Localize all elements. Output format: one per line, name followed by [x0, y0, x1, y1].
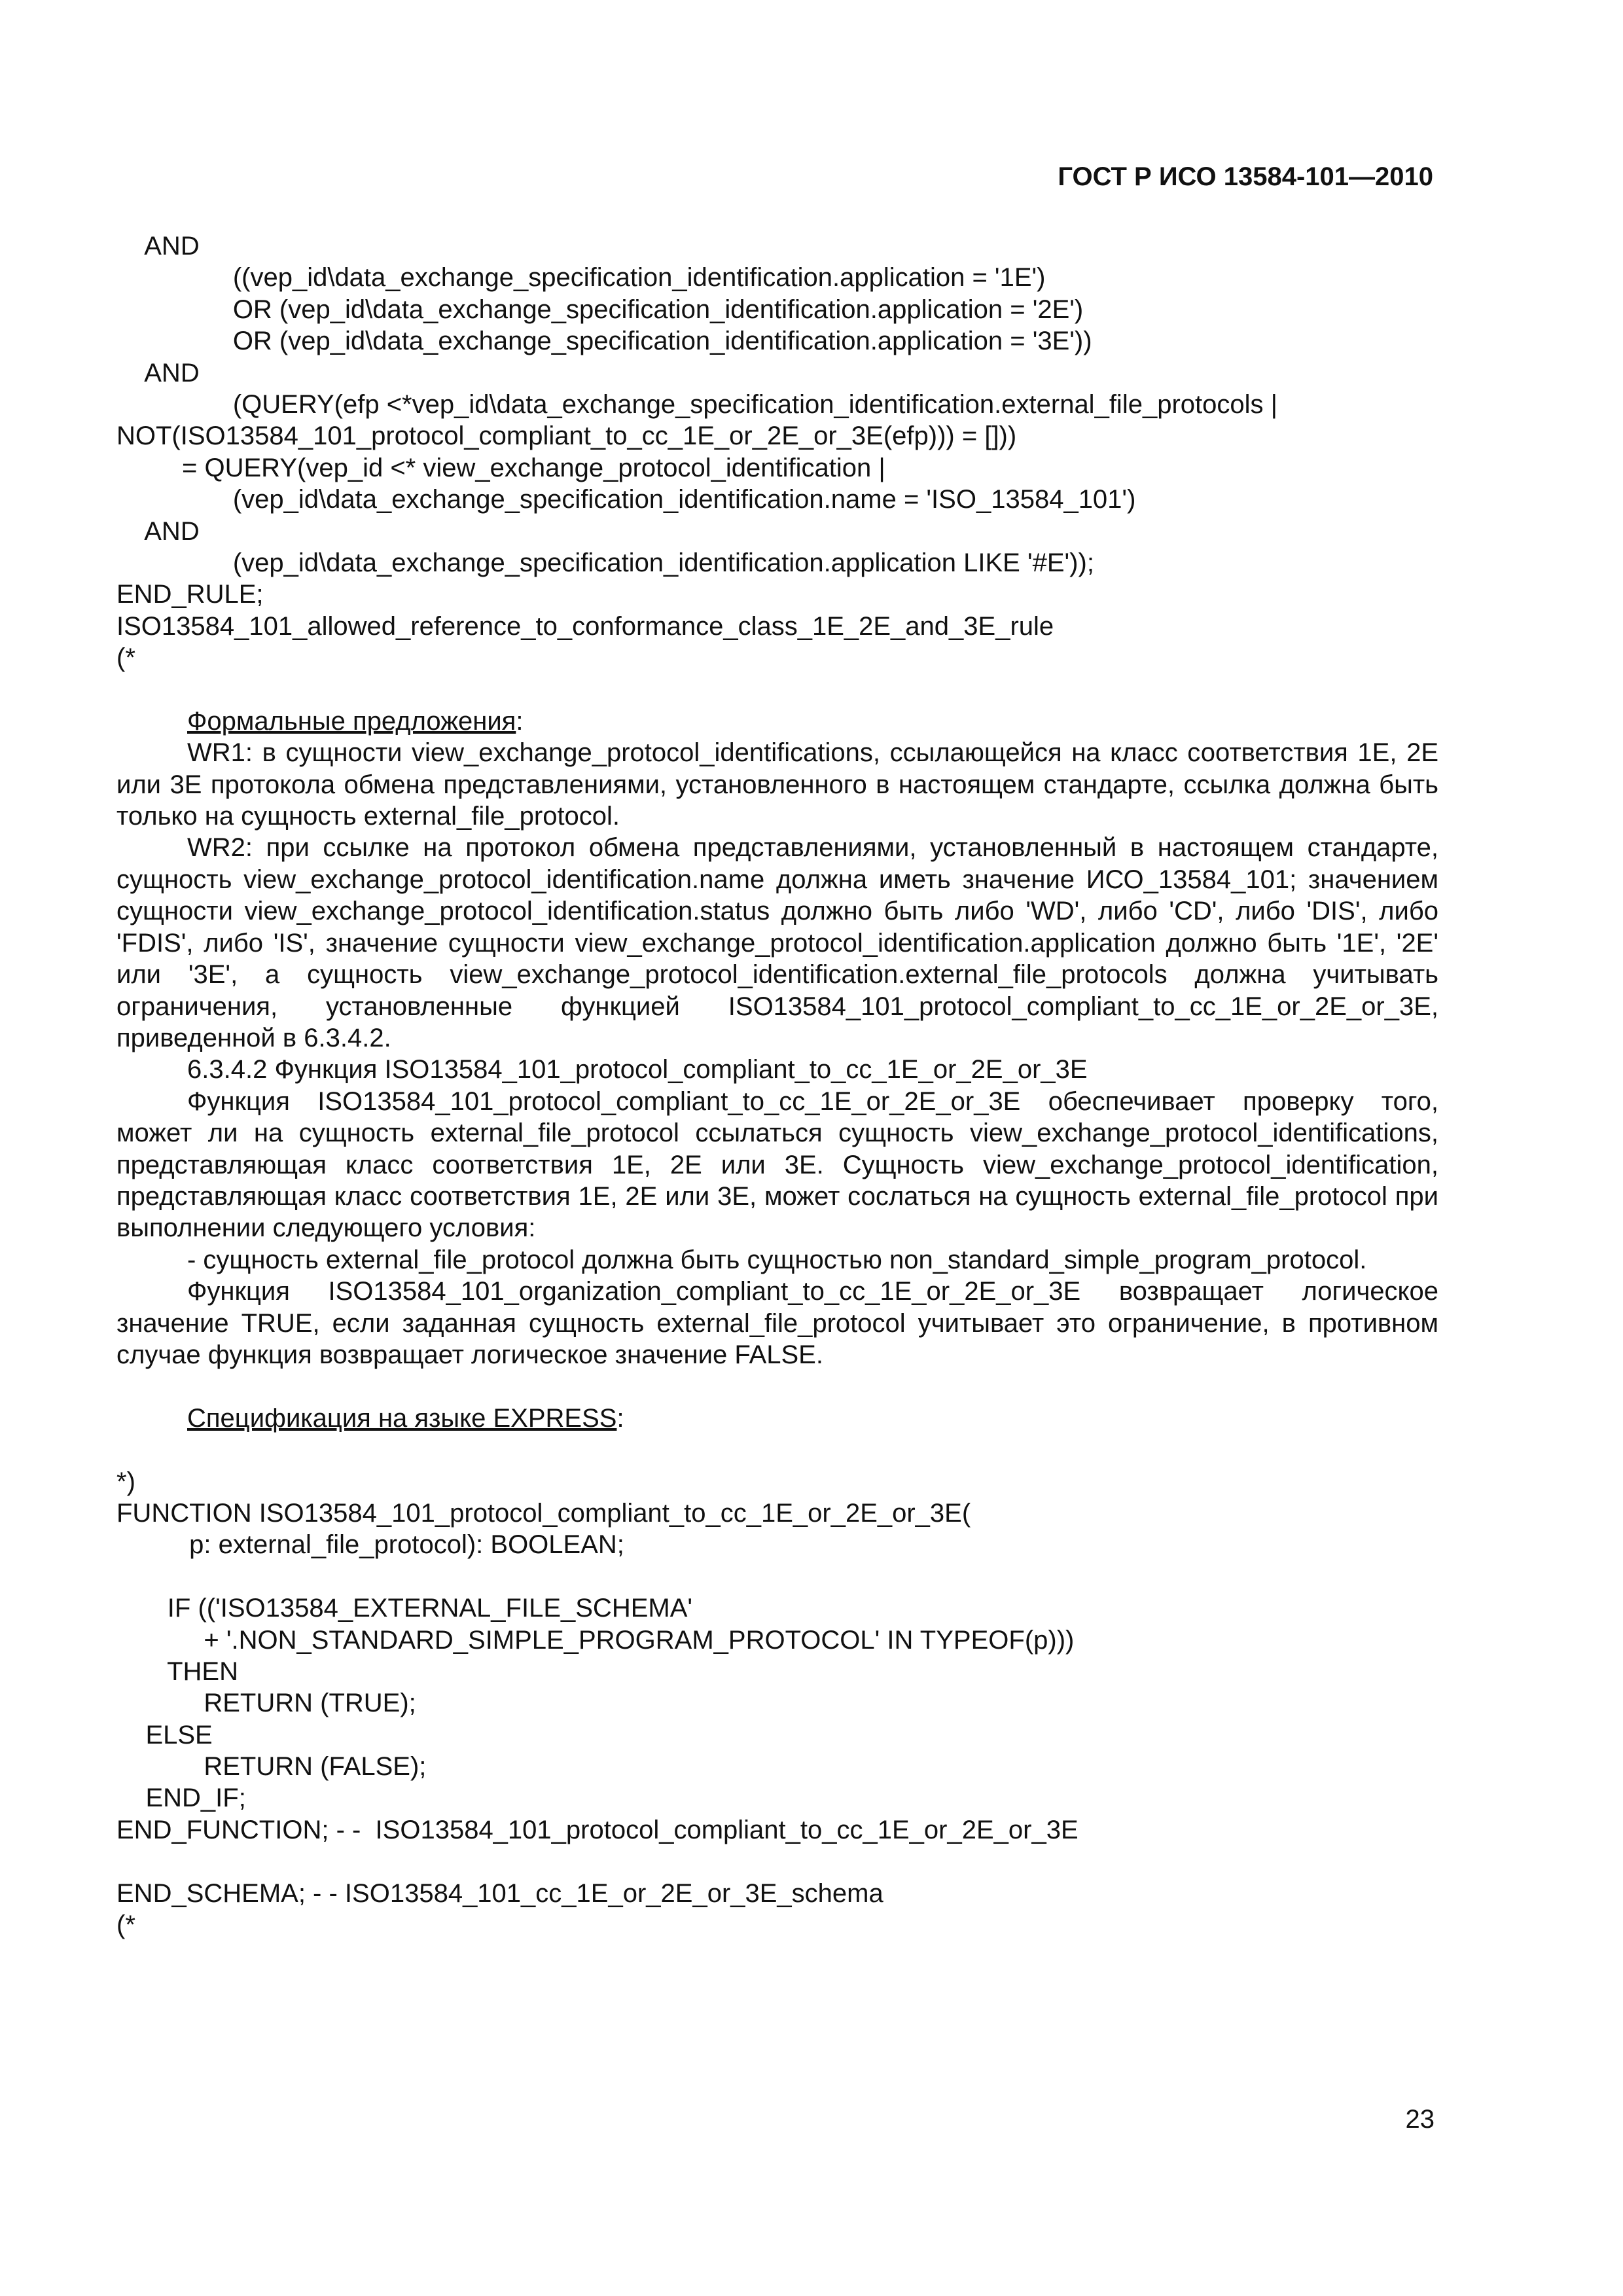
- code-line: END_RULE;: [116, 580, 264, 609]
- express-code-top: [116, 230, 1438, 673]
- code-line: p: external_file_protocol): BOOLEAN;: [116, 1530, 624, 1560]
- code-line: (QUERY(efp <*vep_id\data_exchange_specification_identification.external_file_protocols |: [116, 389, 1278, 419]
- code-line: OR (vep_id\data_exchange_specification_identification.application = '2E'): [116, 295, 1084, 324]
- code-line: THEN: [116, 1657, 238, 1686]
- express-heading-text: Спецификация на языке EXPRESS: [187, 1403, 617, 1433]
- code-line: ((vep_id\data_exchange_specification_identification.application = '1E'): [116, 263, 1046, 293]
- document-header: ГОСТ Р ИСО 13584-101—2010: [1058, 162, 1433, 191]
- code-line: RETURN (TRUE);: [116, 1689, 416, 1718]
- express-code-bottom: [116, 1466, 1438, 1941]
- code-line: [116, 1846, 1438, 1877]
- express-spec: [116, 1403, 1438, 1434]
- code-line: AND: [116, 358, 200, 387]
- code-line: (vep_id\data_exchange_specification_identification.application LIKE '#E'));: [116, 548, 1094, 577]
- formal-heading: [116, 706, 1438, 737]
- page-number: 23: [1405, 2105, 1435, 2134]
- code-line: FUNCTION ISO13584_101_protocol_compliant_to_cc_1E_or_2E_or_3E(: [116, 1498, 971, 1528]
- code-line: RETURN (FALSE);: [116, 1752, 427, 1782]
- code-line: END_FUNCTION; - - ISO13584_101_protocol_compliant_to_cc_1E_or_2E_or_3E: [116, 1815, 1079, 1844]
- express-heading: [116, 1403, 1438, 1434]
- code-line: + '.NON_STANDARD_SIMPLE_PROGRAM_PROTOCOL' IN TYPEOF(p))): [116, 1625, 1075, 1655]
- code-line: NOT(ISO13584_101_protocol_compliant_to_cc_1E_or_2E_or_3E(efp))) = [])): [116, 422, 1017, 451]
- formal-heading-text: Формальные предложения: [187, 706, 516, 736]
- rule-wr2: WR2: при ссылке на протокол обмена представлениями, установленный в настоящем стандарте, сущность view_exchange_protocol_identification.name должна иметь значение ИСО_13584_101; значением сущности view_exchange_protocol_identification.status должно быть либо 'WD', либо 'CD', либо 'DIS', либо 'FDIS', либо 'IS', значение сущности view_exchange_protocol_identification.application должно быть '1E', '2E' или '3E', а сущность view_exchange_protocol_identification.external_file_protocols должна учитывать ограничения, установленные функцией ISO13584_101_protocol_compliant_to_cc_1E_or_2E_or_3E, приведенной в 6.3.4.2.: [116, 833, 1438, 1052]
- code-line: AND: [116, 516, 200, 546]
- spacer: [116, 1371, 1438, 1402]
- code-line: (*: [116, 643, 135, 673]
- spacer: [116, 1434, 1438, 1465]
- express-heading-colon: :: [616, 1403, 624, 1433]
- code-line: [116, 1561, 1438, 1592]
- page-content: [116, 230, 1438, 1941]
- code-line: ELSE: [116, 1720, 213, 1749]
- code-line: *): [116, 1467, 135, 1496]
- spacer: [116, 673, 1438, 705]
- return-description: Функция ISO13584_101_organization_compliant_to_cc_1E_or_2E_or_3E возвращает логическое значение TRUE, если заданная сущность external_file_protocol учитывает это ограничение, в противном случае функция возвращает логическое значение FALSE.: [116, 1277, 1438, 1369]
- code-line: END_IF;: [116, 1784, 246, 1813]
- code-line: (*: [116, 1910, 135, 1940]
- code-line: (vep_id\data_exchange_specification_identification.name = 'ISO_13584_101'): [116, 485, 1136, 514]
- function-description: Функция ISO13584_101_protocol_compliant_to_cc_1E_or_2E_or_3E обеспечивает проверку того, может ли на сущность external_file_protocol ссылаться сущность view_exchange_protocol_identifications, представляющая класс соответствия 1E, 2E или 3E. Сущность view_exchange_protocol_identification, представляющая класс соответствия 1E, 2E или 3E, может сослаться на сущность external_file_protocol при выполнении следующего условия:: [116, 1086, 1438, 1243]
- code-line: = QUERY(vep_id <* view_exchange_protocol_identification |: [116, 453, 885, 482]
- rule-wr1: WR1: в сущности view_exchange_protocol_identifications, ссылающейся на класс соответствия 1E, 2E или 3E протокола обмена представлениями, установленного в настоящем стандарте, ссылка должна быть только на сущность external_file_protocol.: [116, 738, 1438, 831]
- code-line: ISO13584_101_allowed_reference_to_conformance_class_1E_2E_and_3E_rule: [116, 611, 1054, 641]
- code-line: IF (('ISO13584_EXTERNAL_FILE_SCHEMA': [116, 1594, 693, 1623]
- code-line: OR (vep_id\data_exchange_specification_identification.application = '3E')): [116, 327, 1092, 356]
- formal-heading-colon: :: [516, 706, 524, 736]
- section-heading: 6.3.4.2 Функция ISO13584_101_protocol_compliant_to_cc_1E_or_2E_or_3E: [187, 1055, 1088, 1085]
- condition-item: - сущность external_file_protocol должна быть сущностью non_standard_simple_program_protocol.: [187, 1245, 1367, 1274]
- code-line: END_SCHEMA; - - ISO13584_101_cc_1E_or_2E_or_3E_schema: [116, 1878, 883, 1908]
- code-line: AND: [116, 232, 200, 260]
- formal-propositions: [116, 706, 1438, 1371]
